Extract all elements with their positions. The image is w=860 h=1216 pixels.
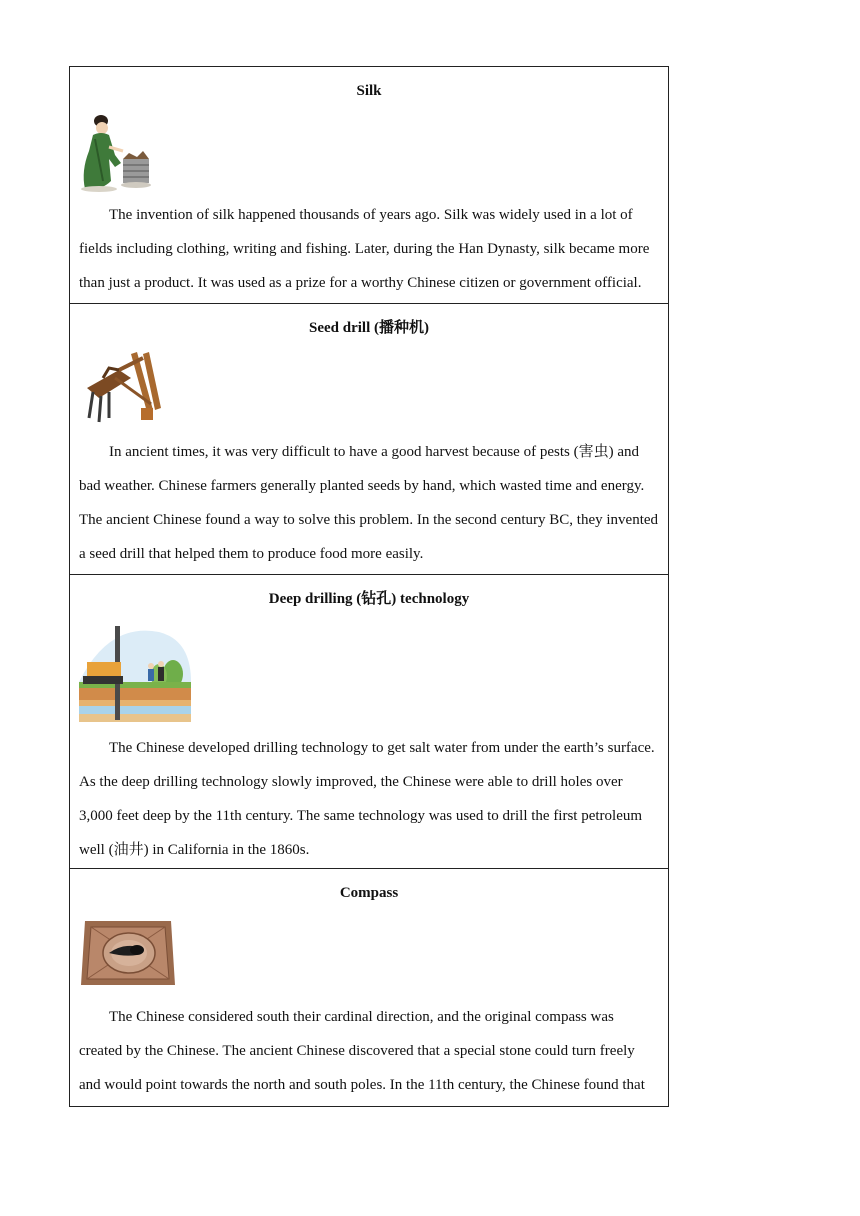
section-deep-drilling xyxy=(70,575,668,869)
section-paragraph: The Chinese developed drilling technology to get salt water from under the earth’s surface. As the deep drilling technology slowly improved, the Chinese were able to drill holes over 3,000 feet deep by the 11th century. The same technology was used to drill the first petroleum well (油井) in California in the 1860s. xyxy=(79,740,655,858)
section-compass xyxy=(70,869,668,1106)
compass-illustration-icon xyxy=(79,917,177,989)
section-title: Deep drilling (钻孔) technology xyxy=(268,591,470,607)
section-paragraph: The invention of silk happened thousands of years ago. Silk was widely used in a lot of fields including clothing, writing and fishing. Later, during the Han Dynasty, silk became more than just a product. It was used as a prize for a worthy Chinese citizen or government official. xyxy=(79,207,650,291)
seed-drill-illustration-icon xyxy=(79,348,163,426)
silk-weaver-illustration-icon xyxy=(79,111,155,193)
section-silk xyxy=(70,67,668,304)
section-title: Seed drill (播种机) xyxy=(309,320,429,336)
drilling-rig-illustration-icon xyxy=(79,622,191,722)
section-paragraph: The Chinese considered south their cardinal direction, and the original compass was created by the Chinese. The ancient Chinese discovered that a special stone could turn freely and would point towards the north and south poles. In the 11th century, the Chinese found that xyxy=(79,1009,645,1093)
inventions-table xyxy=(69,66,669,1107)
section-title: Compass xyxy=(339,885,399,901)
section-paragraph: In ancient times, it was very difficult to have a good harvest because of pests (害虫) and bad weather. Chinese farmers generally planted seeds by hand, which wasted time and energy. The ancient Chinese found a way to solve this problem. In the second century BC, they invented a seed drill that helped them to produce food more easily. xyxy=(79,444,659,562)
section-title: Silk xyxy=(356,83,382,99)
section-seed-drill xyxy=(70,304,668,575)
